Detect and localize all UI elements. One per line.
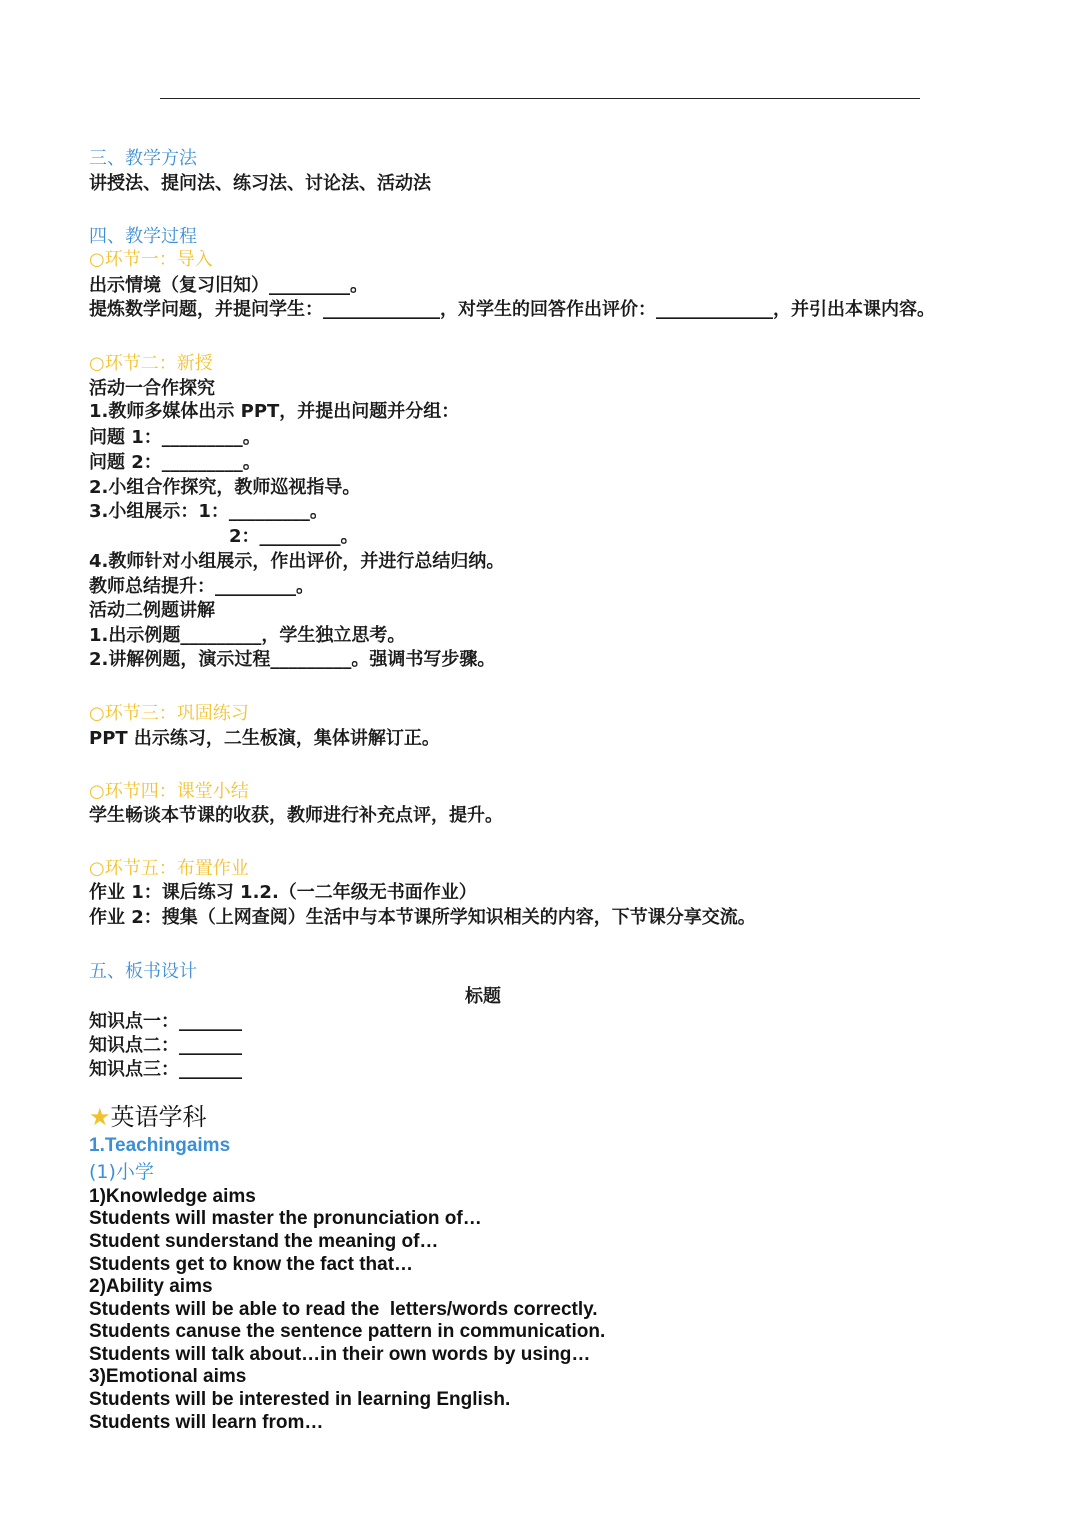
emotional-aim-1: Students will be interested in learning English. [89,1389,511,1410]
step-2-line-3: 问题 1：_________。 [89,427,261,448]
step-2-line-6: 3.小组展示：1：_________。 [89,501,328,522]
step-2-line-2: 1.教师多媒体出示 PPT，并提出问题并分组： [89,401,460,422]
step-1-line-2: 提炼数学问题，并提问学生：_____________，对学生的回答作出评价：_____________，并引出本课内容。 [89,299,935,320]
step-3-title: ○环节三：巩固练习 [89,703,249,724]
ability-aim-3: Students will talk about…in their own words by using… [89,1344,591,1365]
step-2-line-1: 活动一合作探究 [89,378,215,399]
emotional-aims-title: 3)Emotional aims [89,1366,247,1387]
step-5-line-2: 作业 2：搜集（上网查阅）生活中与本节课所学知识相关的内容，下节课分享交流。 [89,907,756,928]
step-1-title: ○环节一：导入 [89,249,213,270]
section-3-title: 三、教学方法 [89,148,197,169]
step-2-line-8: 4.教师针对小组展示，作出评价，并进行总结归纳。 [89,551,505,572]
board-knowledge-1: 知识点一：_______ [89,1011,242,1032]
ability-aim-2: Students canuse the sentence pattern in communication. [89,1321,606,1342]
step-2-line-5: 2.小组合作探究，教师巡视指导。 [89,477,361,498]
emotional-aim-2: Students will learn from… [89,1412,324,1433]
step-4-title: ○环节四：课堂小结 [89,781,249,802]
step-4-body: 学生畅谈本节课的收获，教师进行补充点评，提升。 [89,805,503,826]
step-2-line-9: 教师总结提升：_________。 [89,576,314,597]
section-4-title: 四、教学过程 [89,226,197,247]
board-title: 标题 [465,986,501,1007]
teaching-aims-title: 1.Teachingaims [89,1135,231,1156]
star-icon: ★ [89,1103,111,1131]
knowledge-aim-2: Student sunderstand the meaning of… [89,1231,439,1252]
knowledge-aim-1: Students will master the pronunciation of… [89,1208,482,1229]
step-2-line-10: 活动二例题讲解 [89,600,215,621]
section-5-title: 五、板书设计 [89,961,197,982]
knowledge-aim-3: Students get to know the fact that… [89,1254,414,1275]
english-subject-title: 英语学科 [110,1103,207,1131]
step-3-body: PPT 出示练习，二生板演，集体讲解订正。 [89,728,440,749]
board-knowledge-3: 知识点三：_______ [89,1059,242,1080]
section-3-body: 讲授法、提问法、练习法、讨论法、活动法 [89,173,431,194]
step-2-title: ○环节二：新授 [89,353,213,374]
primary-school-title: (1)小学 [89,1161,154,1183]
step-2-line-11: 1.出示例题_________，学生独立思考。 [89,625,406,646]
step-1-line-1: 出示情境（复习旧知）_________。 [89,275,368,296]
english-subject-heading [89,1102,207,1132]
step-5-title: ○环节五：布置作业 [89,858,249,879]
step-2-line-7: 2：_________。 [229,526,359,547]
ability-aims-title: 2)Ability aims [89,1276,213,1297]
ability-aim-1: Students will be able to read the letters/words correctly. [89,1299,598,1320]
step-5-line-1: 作业 1：课后练习 1.2.（一二年级无书面作业） [89,882,477,903]
knowledge-aims-title: 1)Knowledge aims [89,1186,256,1207]
board-knowledge-2: 知识点二：_______ [89,1035,242,1056]
step-2-line-12: 2.讲解例题，演示过程_________。强调书写步骤。 [89,649,496,670]
header-rule [160,98,920,99]
step-2-line-4: 问题 2：_________。 [89,452,261,473]
